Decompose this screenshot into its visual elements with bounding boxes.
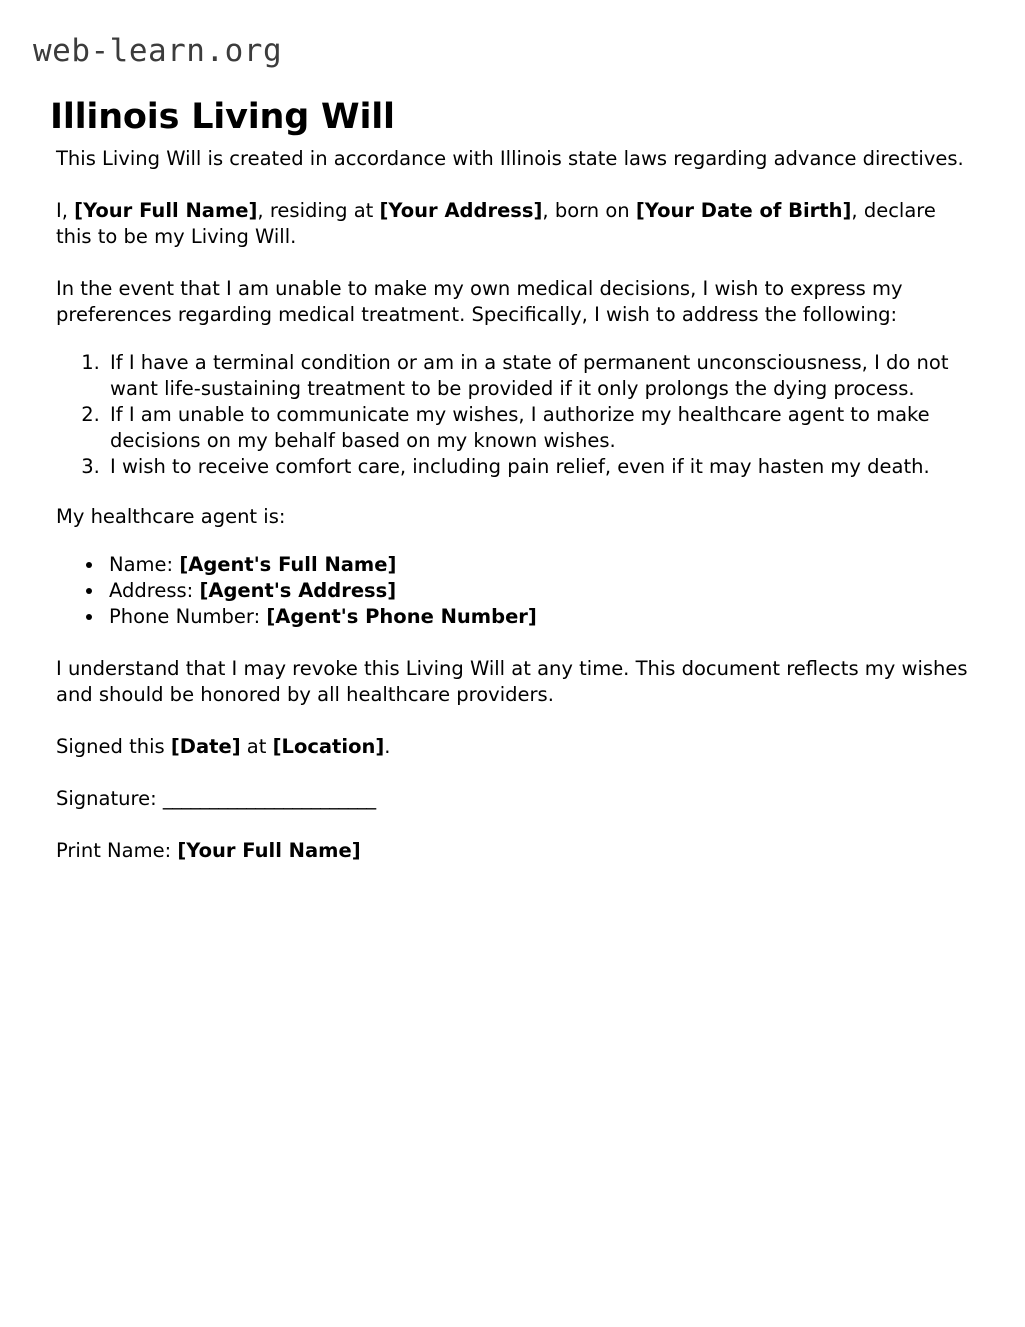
your-date-of-birth-placeholder: [Your Date of Birth] <box>635 199 852 222</box>
list-item: 2. If I am unable to communicate my wishes, I authorize my healthcare agent to make decisions on my behalf based on my known wishes. <box>106 402 976 454</box>
signature-label: Signature: <box>56 787 163 810</box>
agent-phone-placeholder: [Agent's Phone Number] <box>266 605 537 628</box>
agent-name-label: Name: <box>109 553 180 576</box>
list-item: 3. I wish to receive comfort care, including pain relief, even if it may hasten my death. <box>106 454 976 480</box>
site-brand-wordmark: web-learn.org <box>33 33 283 69</box>
agent-heading: My healthcare agent is: <box>56 505 286 528</box>
agent-phone-label: Phone Number: <box>109 605 267 628</box>
page-title: Illinois Living Will <box>50 97 395 138</box>
declaration-text-2: , residing at <box>257 199 380 222</box>
list-item: 1. If I have a terminal condition or am in a state of permanent unconsciousness, I do not want life-sustaining treatment to be provided if it only prolongs the dying process. <box>106 350 976 402</box>
declaration-text-4: , declare this to be my Living Will. <box>56 199 936 248</box>
signed-text-2: at <box>240 735 273 758</box>
healthcare-agent-list <box>56 552 976 630</box>
signed-paragraph <box>56 734 976 760</box>
your-full-name-placeholder: [Your Full Name] <box>74 199 258 222</box>
declaration-paragraph <box>56 198 976 250</box>
print-name-placeholder: [Your Full Name] <box>177 839 361 862</box>
print-name-label: Print Name: <box>56 839 178 862</box>
date-placeholder: [Date] <box>170 735 241 758</box>
agent-name-placeholder: [Agent's Full Name] <box>179 553 397 576</box>
intro-paragraph: This Living Will is created in accordance with Illinois state laws regarding advance directives. <box>56 147 964 170</box>
your-address-placeholder: [Your Address] <box>379 199 543 222</box>
preferences-intro-paragraph: In the event that I am unable to make my own medical decisions, I wish to express my preferences regarding medical treatment. Specifically, I wish to address the following: <box>56 277 903 326</box>
agent-address-label: Address: <box>109 579 200 602</box>
list-item <box>105 578 976 604</box>
declaration-text-1: I, <box>56 199 75 222</box>
revocation-paragraph: I understand that I may revoke this Living Will at any time. This document reflects my wishes and should be honored by all healthcare providers. <box>56 657 968 706</box>
signature-paragraph <box>56 786 976 812</box>
list-item <box>105 552 976 578</box>
signature-blank-line: _______________________ <box>162 787 376 810</box>
location-placeholder: [Location] <box>272 735 385 758</box>
declaration-text-3: , born on <box>542 199 636 222</box>
document-body <box>56 146 976 890</box>
print-name-paragraph <box>56 838 976 864</box>
list-item <box>105 604 976 630</box>
signed-text-1: Signed this <box>56 735 171 758</box>
signed-text-3: . <box>384 735 391 758</box>
agent-address-placeholder: [Agent's Address] <box>199 579 397 602</box>
treatment-preferences-list <box>56 350 976 480</box>
